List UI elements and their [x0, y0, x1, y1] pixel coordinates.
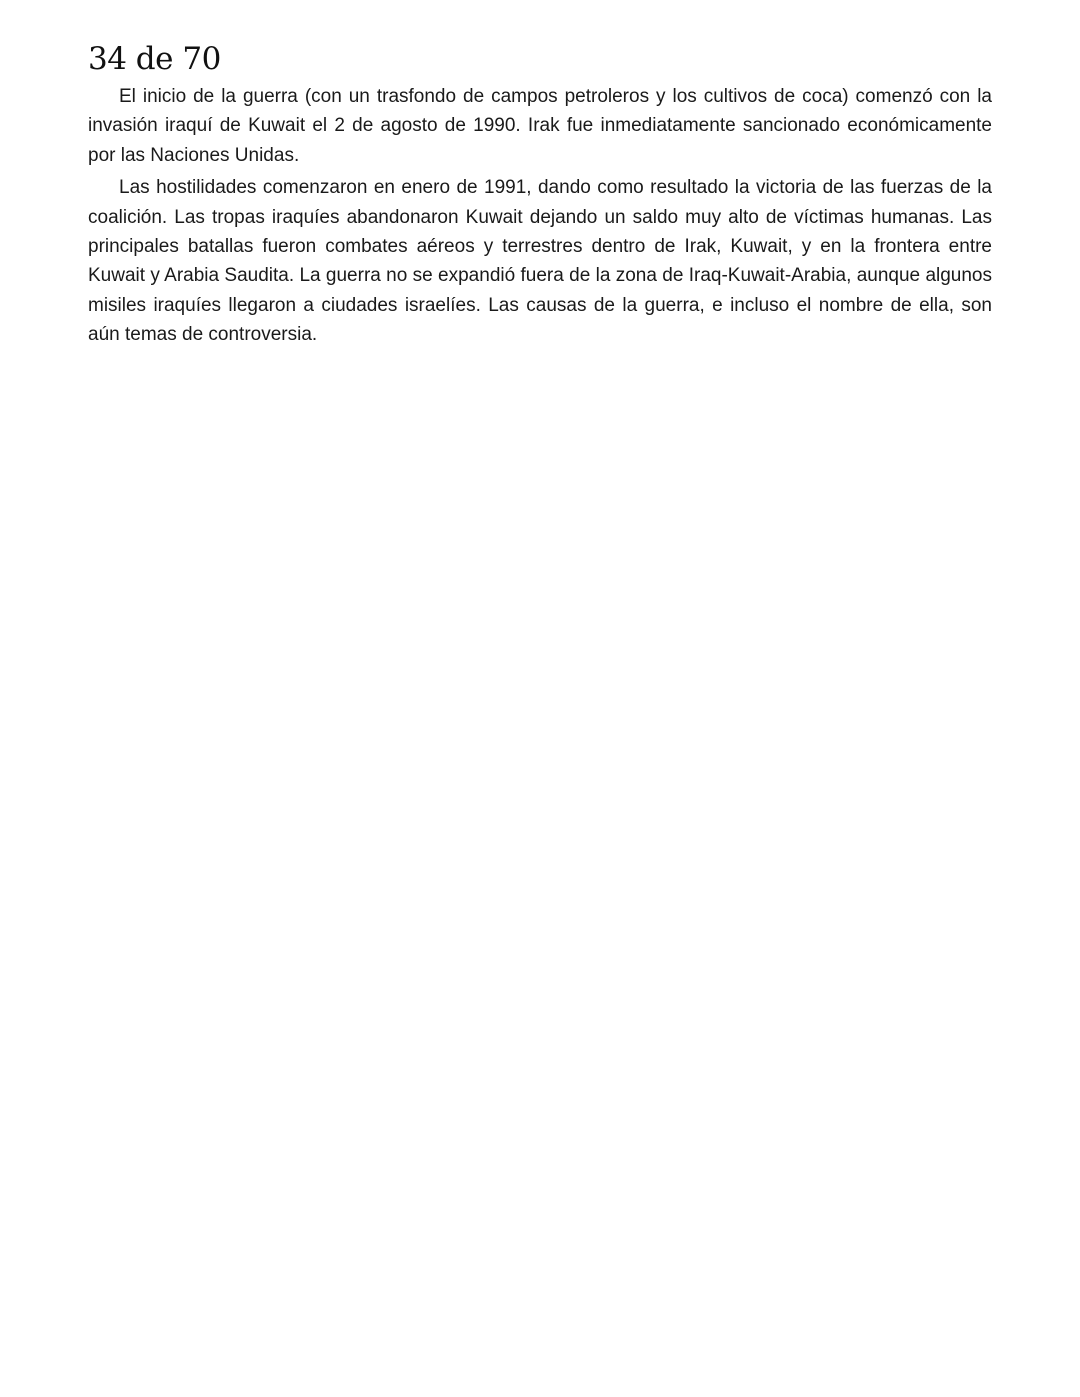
page-counter-heading: 34 de 70 — [88, 41, 221, 77]
body-paragraph: El inicio de la guerra (con un trasfondo de campos petroleros y los cultivos de coca) comenzó con la invasión iraquí de Kuwait el 2 de agosto de 1990. Irak fue inmediatamente sancionado económicamente por las Naciones Unidas. — [88, 86, 992, 166]
body-paragraph: Las hostilidades comenzaron en enero de 1991, dando como resultado la victoria de las fuerzas de la coalición. Las tropas iraquíes abandonaron Kuwait dejando un saldo muy alto de víctimas humanas. Las principales batallas fueron combates aéreos y terrestres dentro de Irak, Kuwait, y en la frontera entre Kuwait y Arabia Saudita. La guerra no se expandió fuera de la zona de Iraq-Kuwait-Arabia, aunque algunos misiles iraquíes llegaron a ciudades israelíes. Las causas de la guerra, e incluso el nombre de ella, son aún temas de controversia. — [88, 177, 992, 346]
document-page — [88, 38, 992, 353]
